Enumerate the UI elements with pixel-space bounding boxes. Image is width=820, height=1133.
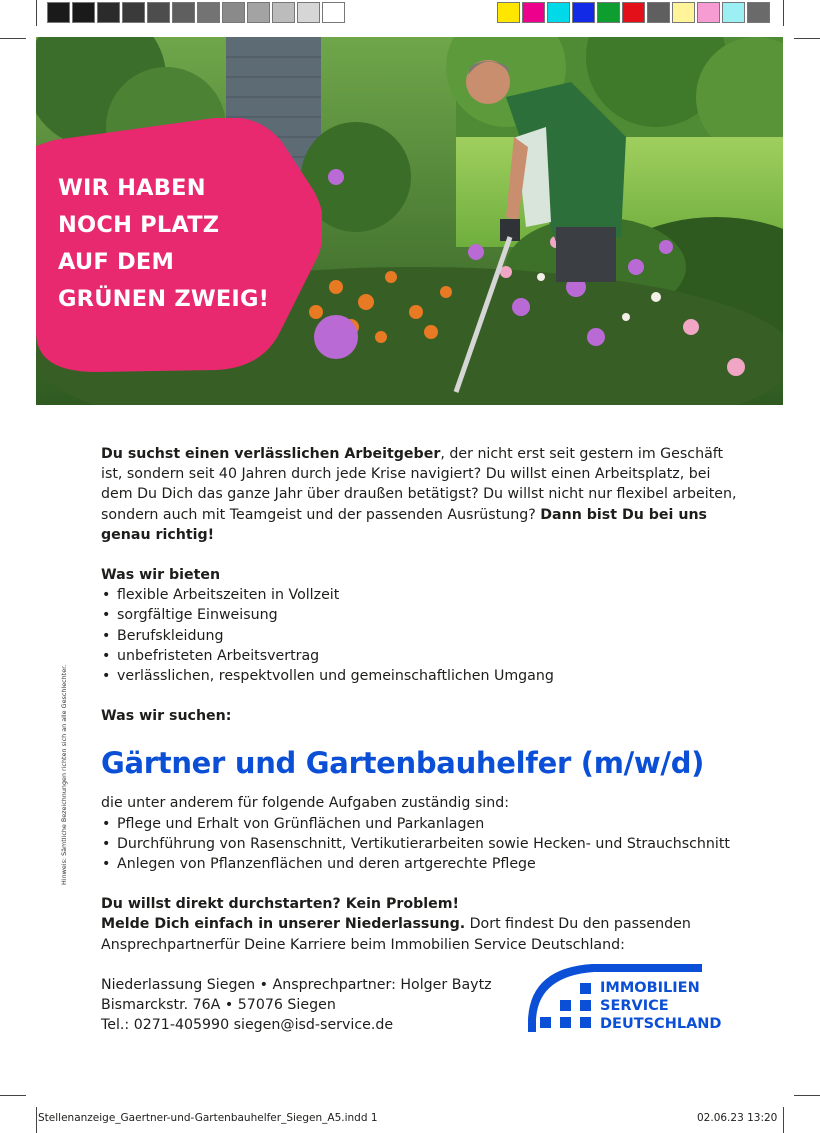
intro-bold-end: Dann bist Du bei uns genau richtig! [101, 506, 707, 543]
color-swatch [597, 2, 620, 23]
crop-mark [794, 38, 820, 39]
color-swatch [247, 2, 270, 23]
list-item: • flexible Arbeitszeiten in Vollzeit [101, 585, 741, 605]
color-swatch [147, 2, 170, 23]
crop-mark [36, 1107, 37, 1133]
contact-line: Bismarckstr. 76A • 57076 Siegen [101, 997, 336, 1014]
color-swatch [72, 2, 95, 23]
color-swatch [97, 2, 120, 23]
intro-bold-start: Du suchst einen verlässlichen Arbeitgeber [101, 446, 441, 462]
color-swatch [497, 2, 520, 23]
logo-line: IMMOBILIEN [600, 980, 700, 996]
crop-mark [794, 1095, 820, 1096]
color-swatch [322, 2, 345, 23]
gender-note: Hinweis: Sämtliche Bezeichnungen richten sich an alle Geschlechter. [60, 664, 68, 885]
headline-line: AUF DEM [58, 249, 175, 275]
color-swatch [297, 2, 320, 23]
tasks-intro: die unter anderem für folgende Aufgaben zuständig sind: [101, 795, 510, 812]
hero-headline [58, 170, 269, 318]
contact-line: Niederlassung Siegen • Ansprechpartner: Holger Baytz [101, 976, 492, 993]
logo-wordmark [600, 979, 721, 1033]
logo-line: DEUTSCHLAND [600, 1016, 722, 1032]
headline-line: WIR HABEN [58, 175, 206, 201]
color-swatch [122, 2, 145, 23]
color-swatch [547, 2, 570, 23]
list-item: • Anlegen von Pflanzenflächen und deren artgerechte Pflege [101, 854, 741, 874]
color-swatch [697, 2, 720, 23]
crop-mark [0, 38, 26, 39]
list-item: • sorgfältige Einweisung [101, 605, 741, 625]
list-item: • unbefristeten Arbeitsvertrag [101, 646, 741, 666]
crop-mark [783, 1107, 784, 1133]
headline-line: GRÜNEN ZWEIG! [58, 286, 270, 312]
color-swatch [222, 2, 245, 23]
job-title: Gärtner und Gartenbauhelfer (m/w/d) [101, 746, 705, 781]
gray-color-bar [47, 2, 347, 24]
cta-text: Dort findest Du den passenden Ansprechpartnerfür Deine Karriere beim Immobilien Service Deutschland: [101, 916, 691, 953]
intro-text: , der nicht erst seit gestern im Geschäft ist, sondern seit 40 Jahren durch jede Krise navigiert? Du willst einen Arbeitsplatz, bei dem Du Dich das ganze Jahr über draußen betätigst? Du willst nicht nur flexibel arbeiten, sondern auch mit Teamgeist und der passenden Ausrüstung? [101, 446, 737, 523]
tasks-list [101, 814, 741, 875]
crop-mark [783, 0, 784, 26]
list-item: • Berufskleidung [101, 626, 741, 646]
color-swatch [272, 2, 295, 23]
color-swatch [47, 2, 70, 23]
crop-mark [0, 1095, 26, 1096]
search-title: Was wir suchen: [101, 708, 232, 725]
offer-title: Was wir bieten [101, 567, 221, 584]
process-color-bar [497, 2, 772, 24]
logo-line: SERVICE [600, 998, 669, 1014]
cta-line2 [101, 914, 741, 954]
job-ad-body [101, 444, 741, 1035]
color-swatch [622, 2, 645, 23]
cta-line1 [101, 894, 741, 914]
print-date: 02.06.23 13:20 [697, 1112, 778, 1124]
color-swatch [672, 2, 695, 23]
crop-mark [36, 0, 37, 26]
list-item: • Durchführung von Rasenschnitt, Vertikutierarbeiten sowie Hecken- und Strauchschnitt [101, 834, 741, 854]
color-swatch [747, 2, 770, 23]
offer-list [101, 585, 741, 686]
list-item: • Pflege und Erhalt von Grünflächen und Parkanlagen [101, 814, 741, 834]
cta-bold: Melde Dich einfach in unserer Niederlassung. [101, 916, 466, 933]
color-swatch [172, 2, 195, 23]
color-swatch [197, 2, 220, 23]
contact-line: Tel.: 0271-405990 siegen@isd-service.de [101, 1017, 394, 1034]
cta-heading: Du willst direkt durchstarten? Kein Problem! [101, 896, 460, 913]
color-swatch [522, 2, 545, 23]
list-item: • verlässlichen, respektvollen und gemeinschaftlichen Umgang [101, 666, 741, 686]
color-swatch [647, 2, 670, 23]
file-slug: Stellenanzeige_Gaertner-und-Gartenbauhelfer_Siegen_A5.indd 1 [38, 1112, 378, 1124]
intro-paragraph [101, 444, 741, 545]
color-swatch [722, 2, 745, 23]
headline-line: NOCH PLATZ [58, 212, 220, 238]
color-swatch [572, 2, 595, 23]
